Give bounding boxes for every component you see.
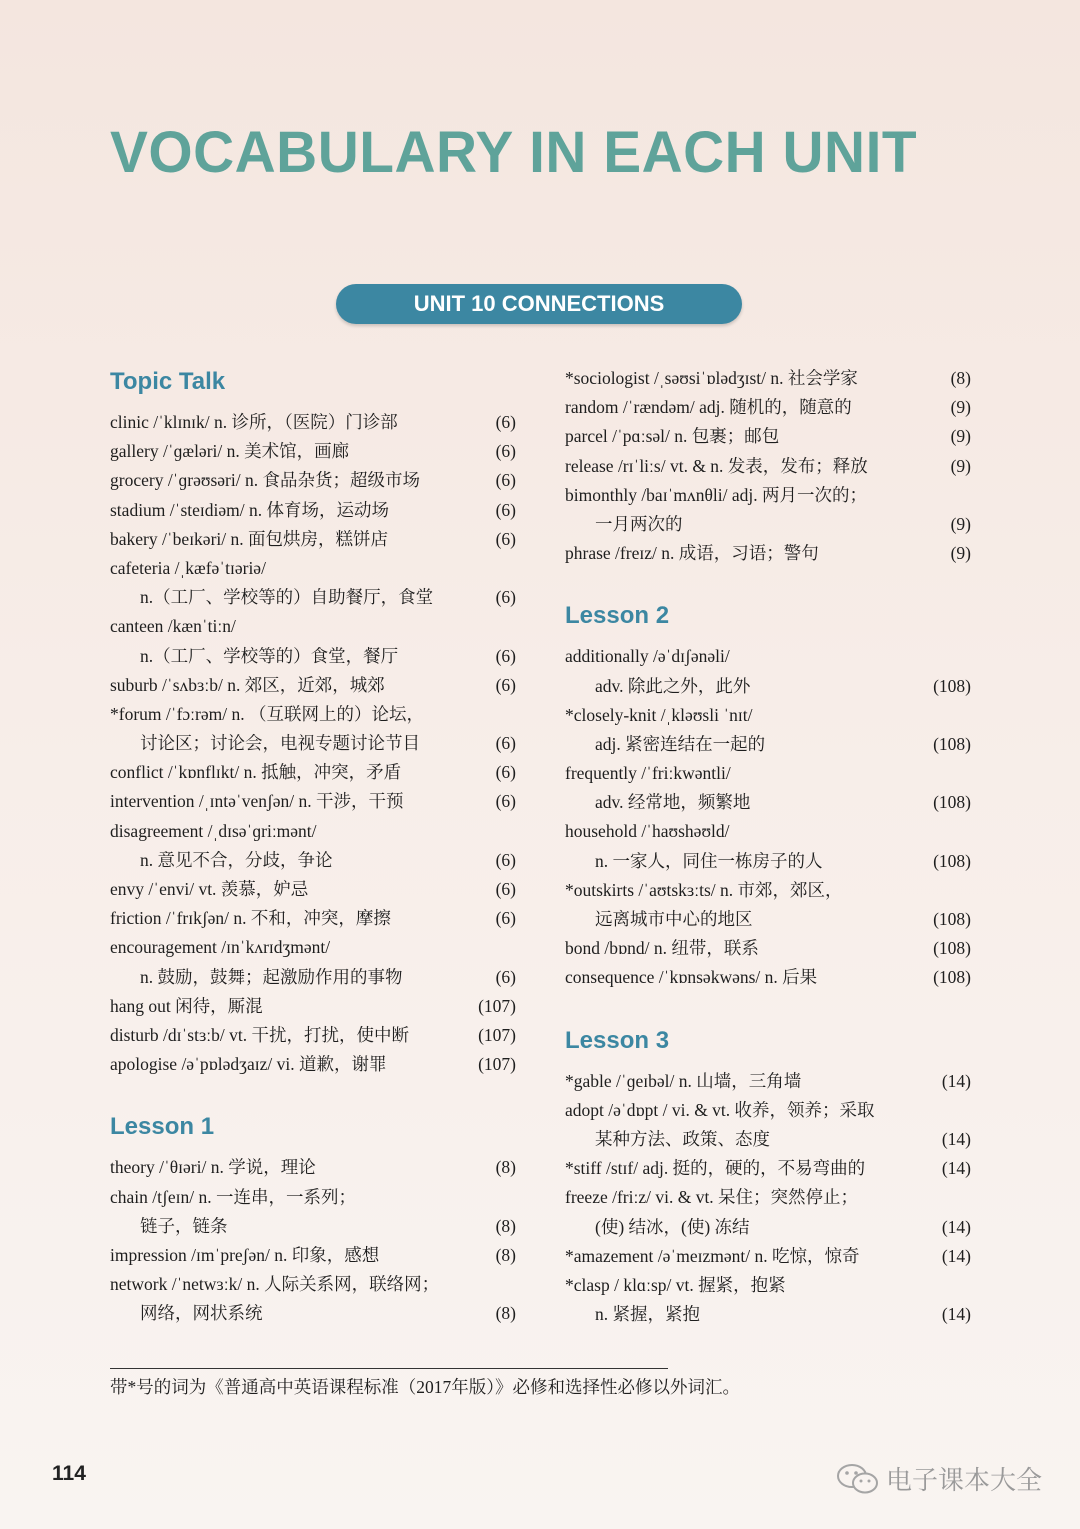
vocab-entry-text: encouragement /ɪnˈkʌrɪdʒmənt/ [110, 937, 331, 958]
vocab-entry-line [110, 408, 516, 437]
vocab-entry-line [565, 539, 971, 568]
page-title: VOCABULARY IN EACH UNIT [110, 120, 918, 185]
vocab-entry-line [110, 1153, 516, 1182]
vocab-entry-text: suburb /ˈsʌbɜːb/ n. 郊区，近郊，城郊 [110, 674, 385, 695]
vocab-entry-line [110, 933, 516, 962]
vocab-entry-line [565, 1213, 971, 1242]
vocab-page-ref [965, 642, 971, 671]
vocab-entry-text: *amazement /əˈmeɪzmənt/ n. 吃惊，惊奇 [565, 1245, 860, 1266]
vocab-entry-text: parcel /ˈpɑːsəl/ n. 包裹；邮包 [565, 426, 780, 447]
vocab-page-ref: (6) [495, 791, 516, 812]
vocab-entry-line [565, 364, 971, 393]
vocab-entry-text: 某种方法、政策、态度 [595, 1128, 770, 1149]
vocab-entry-line [565, 1242, 971, 1271]
watermark [836, 1460, 1042, 1497]
vocab-entry-line [565, 642, 971, 671]
vocab-page-ref [965, 1183, 971, 1212]
vocab-page-ref: (9) [950, 513, 971, 534]
vocab-entry-line [110, 583, 516, 612]
vocab-entry-line [565, 1271, 971, 1300]
vocab-entry-line [110, 700, 516, 729]
vocab-entry-line [565, 672, 971, 701]
vocab-entry-line [110, 671, 516, 700]
vocab-page-ref: (6) [495, 966, 516, 987]
vocab-entry-text: n. 意见不合，分歧，争论 [140, 849, 333, 870]
vocab-entry-text: adv. 除此之外，此外 [595, 675, 751, 696]
vocab-page-ref: (107) [478, 995, 516, 1016]
vocab-entry-line [565, 759, 971, 788]
vocab-entry-text: cafeteria /ˌkæfəˈtɪəriə/ [110, 557, 266, 578]
vocab-entry-line [565, 817, 971, 846]
vocab-entry-text: canteen /kænˈtiːn/ [110, 616, 236, 637]
vocab-entry-line [110, 729, 516, 758]
vocab-entry-text: *stiff /stɪf/ adj. 挺的，硬的，不易弯曲的 [565, 1158, 866, 1179]
vocab-entry-line [110, 525, 516, 554]
vocab-entry-line [110, 1241, 516, 1270]
vocab-page-ref: (6) [495, 762, 516, 783]
vocab-entry-text: envy /ˈenvi/ vt. 羡慕，妒忌 [110, 879, 309, 899]
vocab-page-ref: (6) [495, 441, 516, 462]
vocab-page-ref: (6) [495, 733, 516, 754]
vocab-entry-text: n.（工厂、学校等的）自助餐厅，食堂 [140, 587, 434, 608]
vocab-entry-line [110, 642, 516, 671]
vocab-page-ref: (14) [941, 1070, 971, 1091]
vocab-entry-line [565, 730, 971, 759]
section-gap [110, 1079, 516, 1109]
vocab-page-ref: (6) [495, 412, 516, 432]
vocab-entry-line [565, 1125, 971, 1154]
vocab-page-ref: (9) [950, 426, 971, 447]
vocab-page-ref: (8) [495, 1157, 516, 1178]
vocab-entry-line [565, 905, 971, 934]
vocab-entry-line [565, 701, 971, 730]
vocab-entry-line [565, 1067, 971, 1096]
vocab-entry-text: disagreement /ˌdɪsəˈɡriːmənt/ [110, 820, 317, 841]
vocab-entry-line [110, 437, 516, 466]
vocab-entry-line [110, 904, 516, 933]
vocab-entry-text: *outskirts /ˈaʊtskɜːts/ n. 市郊，郊区， [565, 879, 843, 900]
vocab-entry-text: bond /bɒnd/ n. 纽带，联系 [565, 938, 759, 959]
vocab-entry-line [110, 1299, 516, 1328]
vocab-entry-text: bimonthly /baɪˈmʌnθli/ adj. 两月一次的； [565, 484, 867, 505]
vocab-page-ref: (8) [495, 1244, 516, 1265]
vocab-entry-text: network /ˈnetwɜːk/ n. 人际关系网，联络网； [110, 1274, 440, 1295]
vocab-page-ref: (14) [941, 1158, 971, 1179]
vocab-entry-text: release /rɪˈliːs/ vt. & n. 发表，发布；释放 [565, 455, 868, 476]
vocab-entry-text: 链子，链条 [140, 1215, 228, 1236]
vocab-page-ref: (6) [495, 499, 516, 520]
vocab-page-ref [965, 817, 971, 846]
vocab-page-ref: (8) [495, 1215, 516, 1236]
vocab-entry-line [110, 1021, 516, 1050]
vocab-page-ref: (8) [950, 368, 971, 388]
vocab-entry-text: random /ˈrændəm/ adj. 随机的，随意的 [565, 397, 852, 418]
vocab-page-ref: (6) [495, 528, 516, 549]
vocab-entry-line [565, 934, 971, 963]
vocab-entry-line [110, 1050, 516, 1079]
vocab-entry-text: disturb /dɪˈstɜːb/ vt. 干扰，打扰，使中断 [110, 1024, 410, 1045]
vocab-entry-text: *clasp / klɑːsp/ vt. 握紧，抱紧 [565, 1274, 786, 1295]
vocab-page-ref: (14) [941, 1216, 971, 1237]
vocab-page-ref [965, 481, 971, 510]
section-gap [565, 568, 971, 598]
vocab-entry-line [110, 554, 516, 583]
vocab-entry-text: intervention /ˌɪntəˈvenʃən/ n. 干涉，干预 [110, 791, 404, 812]
vocab-entry-text: apologise /əˈpɒlədʒaɪz/ vi. 道歉，谢罪 [110, 1054, 387, 1075]
vocab-page-ref: (107) [478, 1054, 516, 1075]
vocab-page-ref: (6) [495, 587, 516, 608]
vocab-entry-line [110, 875, 516, 904]
vocab-page-ref: (108) [933, 967, 971, 988]
vocab-entry-text: *gable /ˈɡeɪbəl/ n. 山墙，三角墙 [565, 1070, 802, 1091]
vocab-page-ref: (9) [950, 543, 971, 564]
vocab-page-ref [965, 1271, 971, 1300]
vocab-entry-line [110, 758, 516, 787]
vocab-page-ref: (9) [950, 455, 971, 476]
vocab-page-ref [510, 700, 516, 729]
vocab-page-ref: (108) [933, 850, 971, 871]
unit-banner-label: UNIT 10 CONNECTIONS [413, 291, 665, 316]
vocab-page-ref [510, 1183, 516, 1212]
vocab-page-ref [510, 612, 516, 641]
vocab-page-ref: (108) [933, 938, 971, 959]
vocab-page-ref: (108) [933, 909, 971, 929]
vocab-entry-line [110, 963, 516, 992]
vocab-entry-text: additionally /əˈdɪʃənəli/ [565, 646, 730, 667]
vocab-entry-line [565, 422, 971, 451]
vocab-entry-text: 一月两次的 [595, 513, 683, 534]
vocab-entry-text: adopt /əˈdɒpt / vi. & vt. 收养，领养；采取 [565, 1099, 875, 1120]
vocab-page-ref: (14) [941, 1304, 971, 1325]
vocab-entry-text: bakery /ˈbeɪkəri/ n. 面包烘房，糕饼店 [110, 528, 388, 549]
vocab-column-right [565, 364, 971, 1329]
vocab-page-ref: (107) [478, 1024, 516, 1045]
vocab-entry-line [565, 1096, 971, 1125]
vocab-entry-text: n. 一家人，同住一栋房子的人 [595, 850, 823, 871]
vocab-page-ref: (108) [933, 792, 971, 813]
vocab-entry-line [565, 847, 971, 876]
vocab-page-ref [965, 701, 971, 730]
vocab-entry-line [565, 788, 971, 817]
vocab-page-ref [965, 876, 971, 905]
page-number: 114 [52, 1462, 86, 1485]
vocab-entry-text: 讨论区；讨论会，电视专题讨论节目 [140, 733, 420, 754]
vocab-page-ref: (6) [495, 470, 516, 491]
vocab-entry-text: hang out 闲待，厮混 [110, 995, 263, 1016]
vocab-entry-line [110, 992, 516, 1021]
section-heading: Lesson 2 [565, 602, 670, 630]
vocab-entry-text: impression /ɪmˈpreʃən/ n. 印象，感想 [110, 1244, 380, 1265]
vocab-page-ref: (6) [495, 849, 516, 870]
vocab-entry-line [565, 1154, 971, 1183]
vocab-entry-text: *sociologist /ˌsəʊsiˈɒlədʒɪst/ n. 社会学家 [565, 368, 858, 388]
vocab-entry-text: gallery /ˈɡæləri/ n. 美术馆，画廊 [110, 441, 350, 462]
vocab-entry-line [110, 466, 516, 495]
vocab-page-ref: (6) [495, 879, 516, 899]
vocab-page-ref [510, 817, 516, 846]
vocab-column-left [110, 364, 516, 1328]
vocab-entry-text: *forum /ˈfɔːrəm/ n. （互联网上的）论坛， [110, 703, 424, 724]
vocab-entry-line [110, 846, 516, 875]
vocab-entry-text: household /ˈhaʊshəʊld/ [565, 821, 730, 842]
vocab-entry-text: n.（工厂、学校等的）食堂，餐厅 [140, 645, 399, 666]
section-heading: Lesson 1 [110, 1113, 215, 1141]
vocab-entry-line [565, 510, 971, 539]
vocab-page-ref [510, 554, 516, 583]
vocab-entry-text: frequently /ˈfriːkwəntli/ [565, 763, 731, 784]
vocab-entry-text: chain /tʃeɪn/ n. 一连串，一系列； [110, 1186, 356, 1207]
vocab-entry-line [565, 963, 971, 992]
vocab-page-ref [510, 1270, 516, 1299]
vocab-entry-line [110, 787, 516, 816]
vocab-page-ref: (8) [495, 1303, 516, 1324]
vocab-entry-text: grocery /ˈɡrəʊsəri/ n. 食品杂货；超级市场 [110, 470, 420, 491]
wechat-icon [836, 1462, 880, 1496]
vocab-entry-text: consequence /ˈkɒnsəkwəns/ n. 后果 [565, 967, 818, 988]
footnote: 带*号的词为《普通高中英语课程标准（2017年版）》必修和选择性必修以外词汇。 [110, 1377, 740, 1397]
vocab-entry-line [565, 452, 971, 481]
vocab-entry-line [565, 1183, 971, 1212]
vocab-page-ref [510, 933, 516, 962]
vocab-entry-line [110, 817, 516, 846]
vocab-entry-text: *closely-knit /ˌkləʊsli ˈnɪt/ [565, 704, 753, 725]
vocab-entry-text: n. 鼓励，鼓舞；起激励作用的事物 [140, 966, 403, 987]
vocab-entry-text: (使) 结冰，(使) 冻结 [595, 1216, 750, 1237]
vocab-entry-line [565, 876, 971, 905]
vocab-page-ref: (6) [495, 908, 516, 929]
vocab-entry-text: freeze /friːz/ vi. & vt. 呆住；突然停止； [565, 1187, 859, 1208]
vocab-page-ref: (108) [933, 675, 971, 696]
vocab-page-ref: (6) [495, 645, 516, 666]
section-heading: Topic Talk [110, 368, 226, 395]
vocab-entry-text: clinic /ˈklɪnɪk/ n. 诊所，（医院）门诊部 [110, 412, 398, 432]
footnote-divider [110, 1368, 668, 1369]
vocab-page-ref: (108) [933, 733, 971, 754]
vocab-entry-line [110, 496, 516, 525]
vocab-entry-text: n. 紧握，紧抱 [595, 1304, 700, 1325]
vocab-entry-text: friction /ˈfrɪkʃən/ n. 不和，冲突，摩擦 [110, 908, 391, 929]
vocab-page-ref [965, 759, 971, 788]
watermark-text: 电子课本大全 [886, 1466, 1043, 1496]
vocab-page-ref [965, 1096, 971, 1125]
vocab-entry-line [565, 393, 971, 422]
vocab-page-ref: (14) [941, 1245, 971, 1266]
section-gap [565, 993, 971, 1023]
unit-banner [336, 284, 742, 324]
vocab-entry-text: theory /ˈθɪəri/ n. 学说，理论 [110, 1157, 316, 1178]
vocab-entry-text: 远离城市中心的地区 [595, 909, 753, 929]
vocab-entry-text: adv. 经常地，频繁地 [595, 792, 751, 813]
vocab-entry-line [565, 1300, 971, 1329]
vocab-entry-text: phrase /freɪz/ n. 成语，习语；警句 [565, 543, 819, 564]
vocab-entry-line [110, 1270, 516, 1299]
vocab-entry-line [110, 612, 516, 641]
vocab-entry-line [565, 481, 971, 510]
vocab-entry-line [110, 1212, 516, 1241]
vocab-page-ref: (6) [495, 674, 516, 695]
vocab-entry-text: stadium /ˈsteɪdiəm/ n. 体育场，运动场 [110, 499, 390, 520]
section-heading: Lesson 3 [565, 1026, 670, 1054]
vocab-entry-text: adj. 紧密连结在一起的 [595, 733, 766, 754]
vocab-entry-text: conflict /ˈkɒnflɪkt/ n. 抵触，冲突，矛盾 [110, 762, 402, 783]
vocab-page-ref: (14) [941, 1128, 971, 1149]
vocab-entry-text: 网络，网状系统 [140, 1303, 263, 1324]
vocab-page-ref: (9) [950, 397, 971, 418]
vocab-entry-line [110, 1183, 516, 1212]
